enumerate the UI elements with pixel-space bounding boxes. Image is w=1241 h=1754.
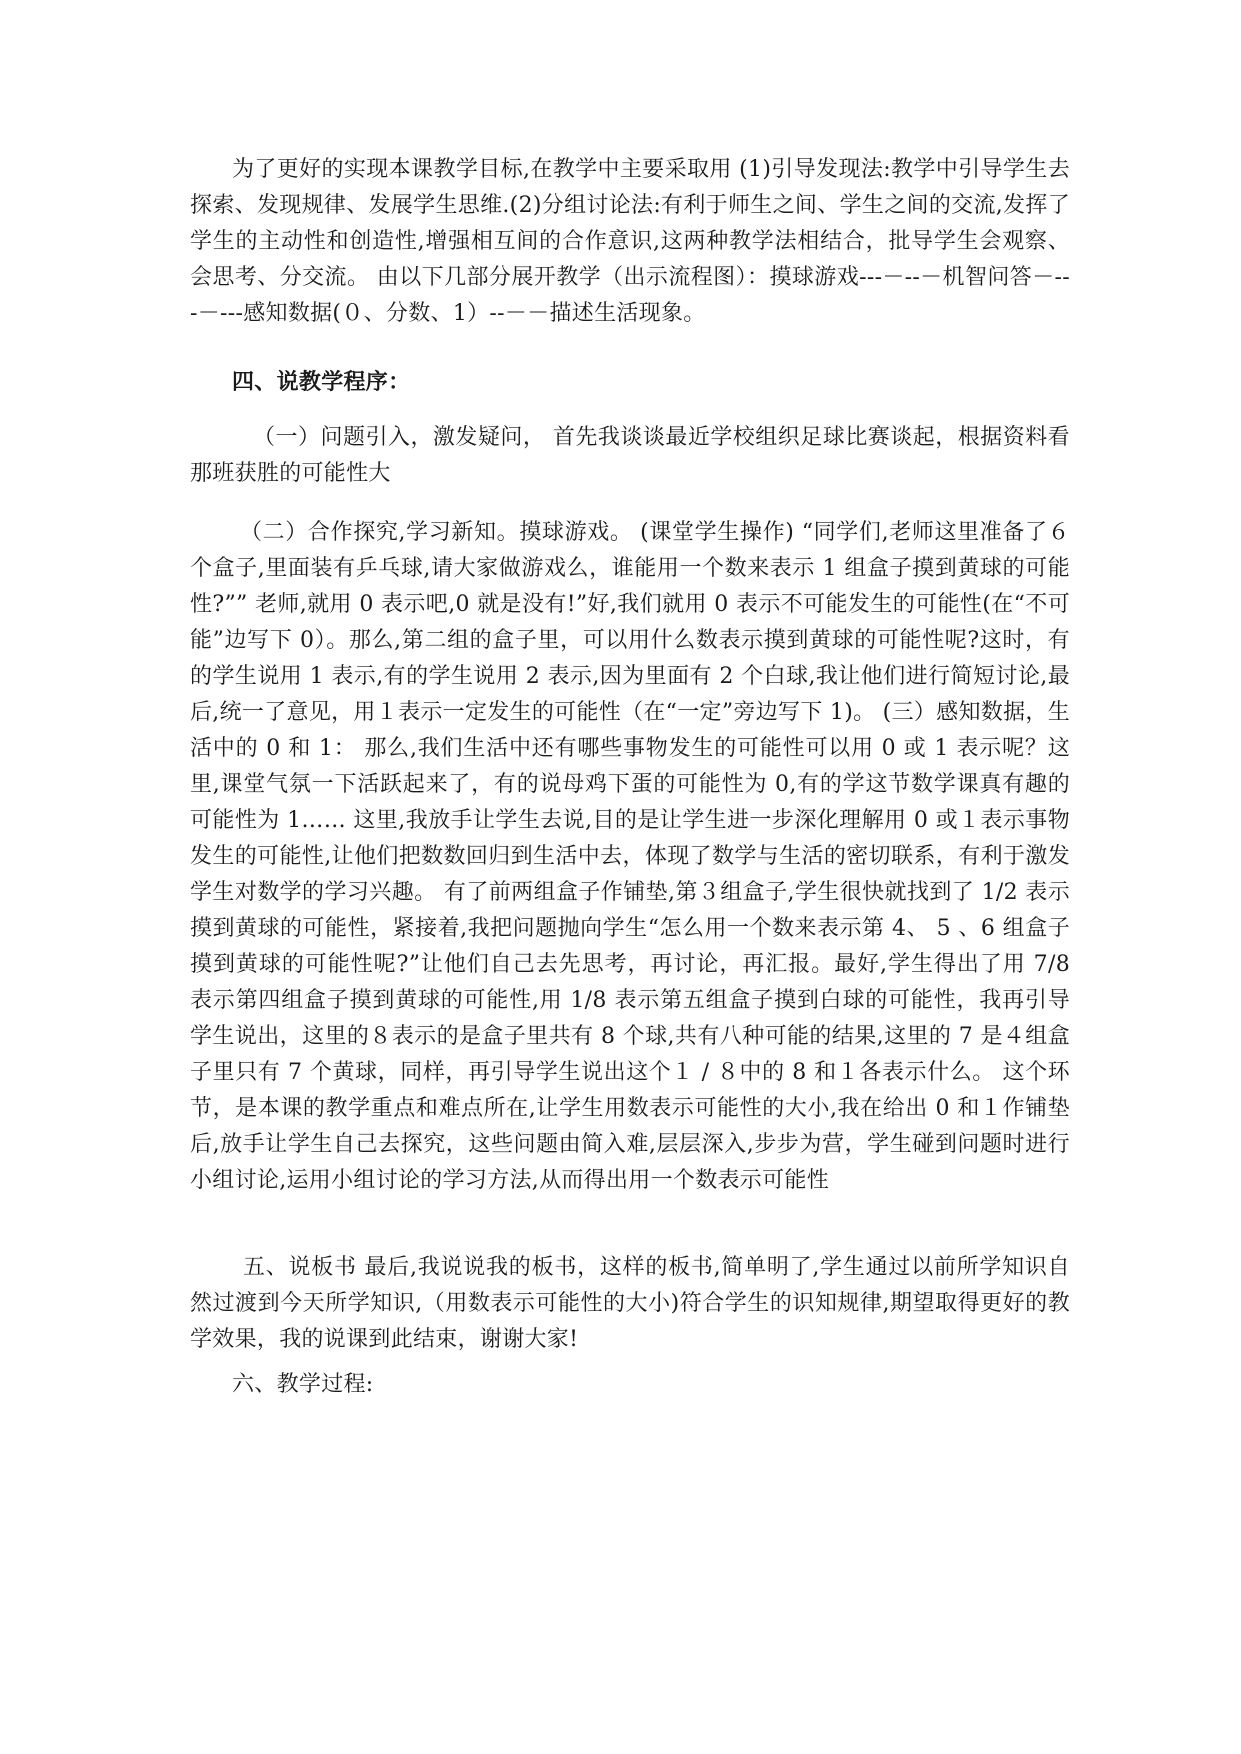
section-heading-teaching-process: 六、教学过程: [232,1372,374,1397]
paragraph-blackboard-design: 五、说板书 最后,我说说我的板书，这样的板书,简单明了,学生通过以前所学知识自然过渡到今天所学知识,（用数表示可能性的大小)符合学生的识知规律,期望取得更好的教学效果，我的说课到此结束，谢谢大家! [190,1255,1070,1352]
paragraph-teaching-methods: 为了更好的实现本课教学目标,在教学中主要采取用 (1)引导发现法:教学中引导学生去探索、发现规律、发展学生思维.(2)分组讨论法:有利于师生之间、学生之间的交流,发挥了学生的主动性和创造性,增强相互间的合作意识,这两种教学法相结合，批导学生会观察、会思考、分交流。 由以下几部分展开教学（出示流程图）：摸球游戏---－--－机智问答－---－---感知数据(０、分数、1）--－－描述生活现象。 [190,157,1070,326]
paragraph-problem-introduction: （一）问题引入，激发疑问， 首先我谈谈最近学校组织足球比赛谈起，根据资料看那班获胜的可能性大 [190,425,1070,486]
paragraph-cooperative-exploration: （二）合作探究,学习新知。摸球游戏。 (课堂学生操作) “同学们,老师这里准备了６个盒子,里面装有乒乓球,请大家做游戏么，谁能用一个数来表示 1 组盒子摸到黄球的可能性?”” 老师,就用 0 表示吧,0 就是没有!”好,我们就用 0 表示不可能发生的可能性(在“不可能”边写下 0）。那么,第二组的盒子里，可以用什么数表示摸到黄球的可能性呢?这时，有的学生说用 1 表示,有的学生说用 2 表示,因为里面有 2 个白球,我让他们进行简短讨论,最后,统一了意见，用１表示一定发生的可能性（在“一定”旁边写下 1)。 (三）感知数据，生活中的 0 和 1： 那么,我们生活中还有哪些事物发生的可能性可以用 0 或 1 表示呢？这里,课堂气氛一下活跃起来了，有的说母鸡下蛋的可能性为 0,有的学这节数学课真有趣的可能性为 1…… 这里,我放手让学生去说,目的是让学生进一步深化理解用 0 或１表示事物发生的可能性,让他们把数数回归到生活中去，体现了数学与生活的密切联系，有利于激发学生对数学的学习兴趣。 有了前两组盒子作铺垫,第３组盒子,学生很快就找到了 1/2 表示摸到黄球的可能性，紧接着,我把问题抛向学生“怎么用一个数来表示第 4、 5 、6 组盒子摸到黄球的可能性呢?”让他们自己去先思考，再讨论，再汇报。最好,学生得出了用 7/8 表示第四组盒子摸到黄球的可能性,用 1/8 表示第五组盒子摸到白球的可能性，我再引导学生说出，这里的８表示的是盒子里共有 8 个球,共有八种可能的结果,这里的 7 是４组盒子里只有 7 个黄球，同样，再引导学生说出这个１ / ８中的 8 和１各表示什么。 这个环节，是本课的教学重点和难点所在,让学生用数表示可能性的大小,我在给出 0 和１作铺垫后,放手让学生自己去探究，这些问题由简入难,层层深入,步步为营，学生碰到问题时进行小组讨论,运用小组讨论的学习方法,从而得出用一个数表示可能性 [190,520,1070,1193]
section-heading-teaching-procedure: 四、说教学程序： [232,369,411,395]
